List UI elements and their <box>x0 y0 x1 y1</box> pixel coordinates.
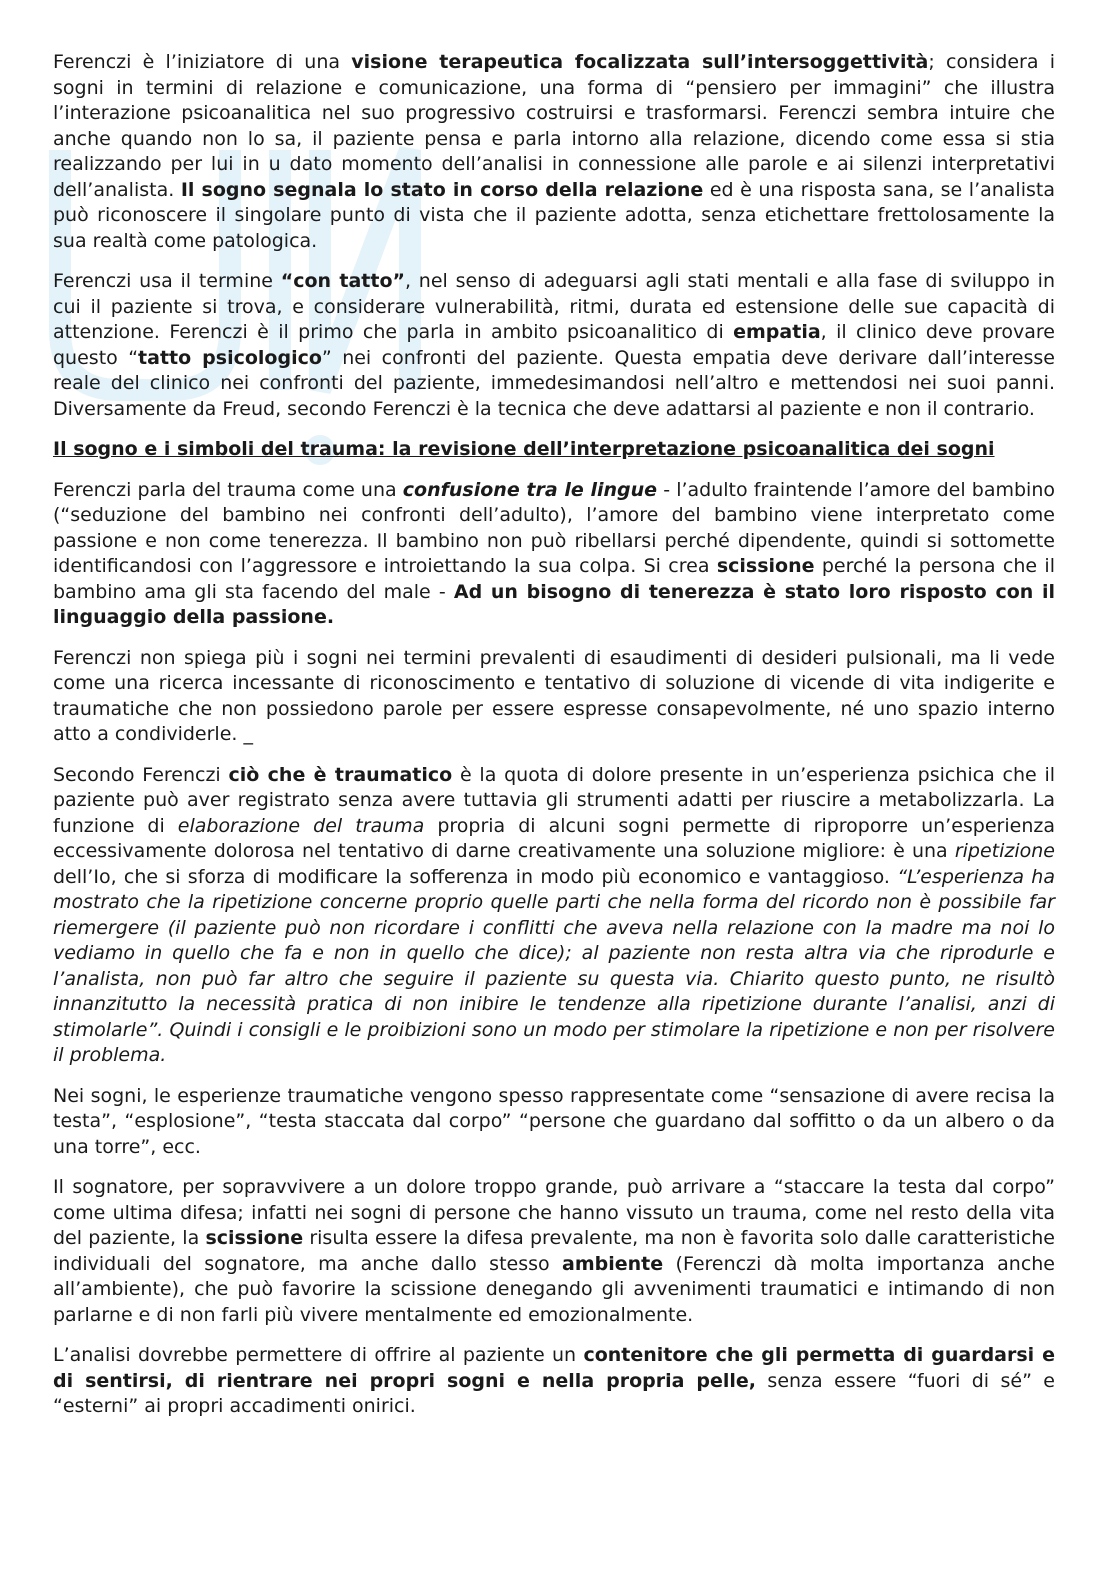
paragraph-traumatico <box>53 763 1055 1069</box>
text-segment: empatia <box>733 321 821 343</box>
text-segment: scissione <box>205 1227 304 1249</box>
text-segment: “con tatto” <box>280 270 405 292</box>
text-segment: Il sogno e i simboli del trauma: la revisione dell’interpretazione psicoanalitica dei sogni <box>53 438 995 460</box>
paragraph-rappresentazioni <box>53 1084 1055 1161</box>
section-heading <box>53 437 1055 463</box>
text-segment: risulta essere la difesa prevalente, ma non è favorita solo dalle caratteristiche individuali del sognatore, ma anche dallo stesso <box>53 1227 1055 1275</box>
text-segment: scissione <box>716 555 815 577</box>
text-segment: , il clinico deve provare questo “ <box>53 321 1055 369</box>
document-page <box>53 50 1055 1435</box>
paragraph-contenitore <box>53 1343 1055 1420</box>
text-segment: ambiente <box>562 1252 664 1275</box>
paragraph-ricerca-riconoscimento <box>53 646 1055 748</box>
text-segment: (Ferenczi dà molta importanza anche all’ambiente), che può favorire la scissione denegando gli avvenimenti traumatici e intimando di non parlarne e di non farli più vivere mentalmente ed emozionalmente. <box>53 1252 1055 1326</box>
text-segment: “L’esperienza ha mostrato che la ripetizione concerne proprio quelle parti che nella forma del ricordo non è possibile far riemergere (il paziente può non ricordare i conflitti che aveva nella relazione con la madre ma noi lo vediamo in quello che fa e non in quello che dice); al paziente non resta altra via che riprodurle e l’analista, non può far altro che seguire il paziente su questa via. Chiarito questo punto, ne risultò innanzitutto la necessità pratica di non inibire le tendenze alla ripetizione durante l’analisi, anzi di stimolarle”. Quindi i consigli e le proibizioni sono un modo per stimolare la ripetizione e non per risolvere il problema. <box>53 865 1055 1066</box>
paragraph-con-tatto <box>53 269 1055 422</box>
text-segment: ed è una risposta sana, se l’analista può riconoscere il singolare punto di vista che il paziente adotta, senza etichettare frettolosamente la sua realtà come patologica. <box>53 178 1055 252</box>
paragraph-intersoggettivita <box>53 50 1055 254</box>
text-segment: visione terapeutica focalizzata sull’intersoggettività <box>351 51 929 73</box>
text-segment: tatto psicologico <box>138 346 322 369</box>
text-segment: Ferenczi parla del trauma come una <box>53 478 403 501</box>
text-segment: senza essere “fuori di sé” e “esterni” ai propri accadimenti onirici. <box>53 1369 1055 1417</box>
text-segment: ciò che è traumatico <box>228 763 453 786</box>
text-segment: Ferenczi usa il termine <box>53 270 281 292</box>
text-segment: perché la persona che il bambino ama gli sta facendo del male - <box>53 555 1055 603</box>
text-segment: Il sogno segnala lo stato in corso della relazione <box>180 178 704 201</box>
text-segment: ripetizione <box>954 840 1055 862</box>
text-segment: L’analisi dovrebbe permettere di offrire al paziente un <box>53 1344 584 1366</box>
text-segment: Nei sogni, le esperienze traumatiche vengono spesso rappresentate come “sensazione di avere recisa la testa”, “esplosione”, “testa staccata dal corpo” “persone che guardano dal soffitto o da un albero o da una torre”, ecc. <box>53 1084 1055 1158</box>
text-segment: - l’adulto fraintende l’amore del bambino (“seduzione del bambino nei confronti dell’adulto), l’amore del bambino viene interpretato come passione e non come tenerezza. Il bambino non può ribellarsi perché dipendente, quindi si sottomette identificandosi con l’aggressore e introiettando la sua colpa. Si crea <box>53 478 1055 577</box>
text-segment: ” nei confronti del paziente. Questa empatia deve derivare dall’interesse reale del clinico nei confronti del paziente, immedesimandosi nell’altro e mettendosi nei suoi panni. Diversamente da Freud, secondo Ferenczi è la tecnica che deve adattarsi al paziente e non il contrario. <box>53 346 1055 420</box>
text-segment: confusione tra le lingue <box>402 478 658 501</box>
text-segment: è la quota di dolore presente in un’esperienza psichica che il paziente può aver registrato senza avere tuttavia gli strumenti adatti per riuscire a metabolizzarla. La funzione di <box>53 763 1055 837</box>
text-segment: Ad un bisogno di tenerezza è stato loro risposto con il linguaggio della passione. <box>53 580 1056 628</box>
text-segment: Il sognatore, per sopravvivere a un dolore troppo grande, può arrivare a “staccare la testa dal corpo” come ultima difesa; infatti nei sogni di persone che hanno vissuto un trauma, come nel resto della vita del paziente, la <box>53 1176 1055 1249</box>
text-segment: Secondo Ferenczi <box>53 763 229 786</box>
text-segment: Ferenczi è l’iniziatore di una <box>53 51 352 73</box>
text-segment: Ferenczi non spiega più i sogni nei termini prevalenti di esaudimenti di desideri pulsionali, ma li vede come una ricerca incessante di riconoscimento e tentativo di soluzione di vicende di vita indigerite e traumatiche che non possiedono parole per essere espresse consapevolmente, né uno spazio interno atto a condividerle. _ <box>53 646 1055 745</box>
paragraph-confusione-lingue <box>53 478 1055 631</box>
text-segment: propria di alcuni sogni permette di riproporre un’esperienza eccessivamente dolorosa nel tentativo di darne creativamente una soluzione migliore: è una <box>53 814 1055 862</box>
text-segment: contenitore che gli permetta di guardarsi e di sentirsi, di rientrare nei propri sogni e nella propria pelle, <box>53 1344 1055 1392</box>
text-segment: ; considera i sogni in termini di relazione e comunicazione, una forma di “pensiero per immagini” che illustra l’interazione psicoanalitica nel suo progressivo costruirsi e trasformarsi. Ferenczi sembra intuire che anche quando non lo sa, il paziente pensa e parla intorno alla relazione, dicendo come essa si stia realizzando per lui in u dato momento dell’analisi in connessione alle parole e ai silenzi interpretativi dell’analista. <box>53 51 1056 201</box>
text-segment: elaborazione del trauma <box>177 814 425 837</box>
text-segment: , nel senso di adeguarsi agli stati mentali e alla fase di sviluppo in cui il paziente si trova, e considerare vulnerabilità, ritmi, durata ed estensione delle sue capacità di attenzione. Ferenczi è il primo che parla in ambito psicoanalitico di <box>53 270 1055 343</box>
text-segment: dell’Io, che si sforza di modificare la sofferenza in modo più economico e vantaggioso. <box>53 865 898 888</box>
paragraph-scissione <box>53 1175 1055 1328</box>
